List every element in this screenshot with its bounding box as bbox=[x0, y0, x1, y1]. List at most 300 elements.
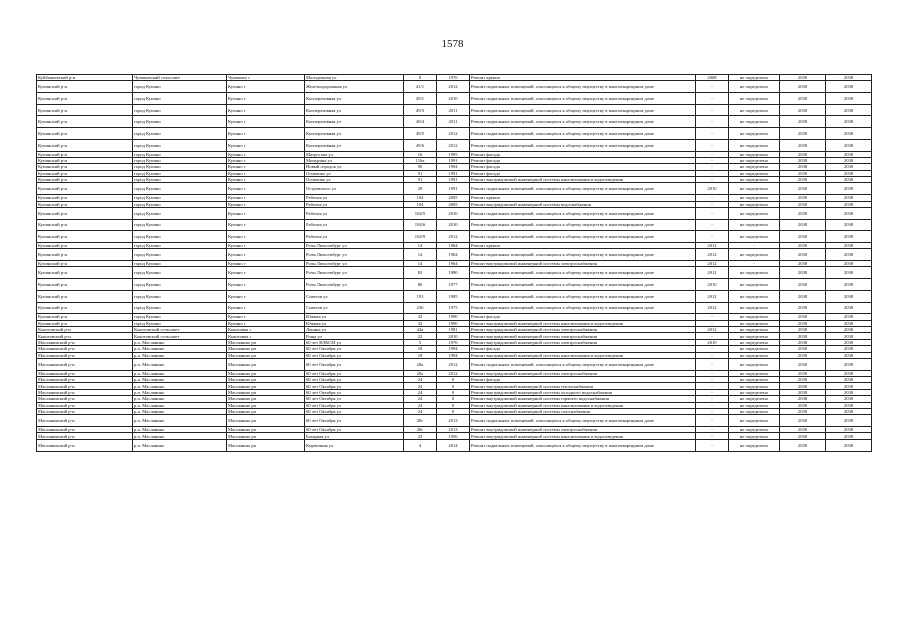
planned-start-cell: 2038 bbox=[780, 164, 826, 170]
planned-start-cell: 2038 bbox=[780, 128, 826, 140]
district-cell: Купинский р-н bbox=[37, 128, 133, 140]
build-year-cell: 2012 bbox=[437, 358, 470, 370]
district-cell: Купинский р-н bbox=[37, 320, 133, 326]
table-row bbox=[37, 327, 872, 333]
last-repair-year-cell: - bbox=[696, 389, 729, 395]
district-cell: Купинский р-н bbox=[37, 116, 133, 128]
last-repair-year-cell: - bbox=[696, 396, 729, 402]
district-cell: Купинский р-н bbox=[37, 302, 133, 314]
planned-start-cell: 2038 bbox=[780, 302, 826, 314]
status-cell: не определено bbox=[729, 346, 780, 352]
table-row bbox=[37, 139, 872, 151]
build-year-cell: 0 bbox=[437, 383, 470, 389]
planned-end-cell: 2038 bbox=[826, 116, 872, 128]
build-year-cell: 2010 bbox=[437, 207, 470, 219]
status-cell: не определено bbox=[729, 104, 780, 116]
planned-start-cell: 2038 bbox=[780, 427, 826, 433]
work-type-cell: Ремонт подвальных помещений, относящихся к общему имуществу в многоквартирном доме bbox=[470, 116, 696, 128]
settlement-cell: р.п. Маслянино bbox=[133, 427, 227, 433]
house-number-cell: 18 bbox=[404, 346, 437, 352]
district-cell: Купинский р-н bbox=[37, 207, 133, 219]
planned-start-cell: 2038 bbox=[780, 81, 826, 93]
district-cell: Маслянинский р-н bbox=[37, 433, 133, 439]
last-repair-year-cell: - bbox=[696, 402, 729, 408]
district-cell: Купинский р-н bbox=[37, 314, 133, 320]
last-repair-year-cell: 2012 bbox=[696, 267, 729, 279]
build-year-cell: 2011 bbox=[437, 116, 470, 128]
build-year-cell: 2013 bbox=[437, 427, 470, 433]
status-cell: не определено bbox=[729, 128, 780, 140]
district-cell: Купинский р-н bbox=[37, 290, 133, 302]
district-cell: Маслянинский р-н bbox=[37, 358, 133, 370]
district-cell: Купинский р-н bbox=[37, 183, 133, 195]
last-repair-year-cell: - bbox=[696, 201, 729, 207]
work-type-cell: Ремонт подвальных помещений, относящихся к общему имуществу в многоквартирном доме bbox=[470, 93, 696, 105]
settlement-cell: город Купино bbox=[133, 249, 227, 261]
status-cell: не определено bbox=[729, 333, 780, 339]
work-type-cell: Ремонт подвальных помещений, относящихся к общему имуществу в многоквартирном доме bbox=[470, 290, 696, 302]
planned-start-cell: 2038 bbox=[780, 327, 826, 333]
status-cell: не определено bbox=[729, 352, 780, 358]
street-cell: 60 лет ВЛКСМ ул bbox=[305, 339, 404, 345]
build-year-cell: 2005 bbox=[437, 201, 470, 207]
status-cell: не определено bbox=[729, 439, 780, 451]
street-cell: Рабочая ул bbox=[305, 207, 404, 219]
last-repair-year-cell: - bbox=[696, 433, 729, 439]
planned-end-cell: 2038 bbox=[826, 249, 872, 261]
house-number-cell: 49/4 bbox=[404, 116, 437, 128]
house-number-cell: 49/1 bbox=[404, 93, 437, 105]
street-cell: 60 лет Октября ул bbox=[305, 408, 404, 414]
house-number-cell: 41/1 bbox=[404, 81, 437, 93]
planned-end-cell: 2038 bbox=[826, 433, 872, 439]
settlement-cell: город Купино bbox=[133, 279, 227, 291]
last-repair-year-cell: 2012 bbox=[696, 290, 729, 302]
house-number-cell: 16 bbox=[404, 151, 437, 157]
work-type-cell: Ремонт подвальных помещений, относящихся к общему имуществу в многоквартирном доме bbox=[470, 249, 696, 261]
settlement-cell: город Купино bbox=[133, 157, 227, 163]
planned-end-cell: 2038 bbox=[826, 219, 872, 231]
house-number-cell: 104/5 bbox=[404, 207, 437, 219]
work-type-cell: Ремонт внутридомовой инженерной системы канализования и водоотведения bbox=[470, 402, 696, 408]
status-cell: не определено bbox=[729, 151, 780, 157]
street-cell: Рабочая ул bbox=[305, 195, 404, 201]
last-repair-year-cell: - bbox=[696, 139, 729, 151]
status-cell: не определено bbox=[729, 267, 780, 279]
status-cell: не определено bbox=[729, 231, 780, 243]
house-number-cell: 116а bbox=[404, 157, 437, 163]
locality-cell: Купино г bbox=[227, 104, 305, 116]
work-type-cell: Ремонт подвальных помещений, относящихся к общему имуществу в многоквартирном доме bbox=[470, 219, 696, 231]
house-number-cell: 49/6 bbox=[404, 139, 437, 151]
district-cell: Купинский р-н bbox=[37, 164, 133, 170]
work-type-cell: Ремонт внутридомовой инженерной системы электроснабжения bbox=[470, 261, 696, 267]
table-row bbox=[37, 183, 872, 195]
table-row bbox=[37, 333, 872, 339]
build-year-cell: 2012 bbox=[437, 128, 470, 140]
table-row bbox=[37, 75, 872, 81]
work-type-cell: Ремонт крыши bbox=[470, 243, 696, 249]
house-number-cell: 91 bbox=[404, 170, 437, 176]
last-repair-year-cell: 2012 bbox=[696, 261, 729, 267]
status-cell: не определено bbox=[729, 433, 780, 439]
locality-cell: Купино г bbox=[227, 170, 305, 176]
house-number-cell: 23 bbox=[404, 433, 437, 439]
planned-end-cell: 2038 bbox=[826, 358, 872, 370]
house-number-cell: 4 bbox=[404, 439, 437, 451]
status-cell: не определено bbox=[729, 302, 780, 314]
settlement-cell: город Купино bbox=[133, 243, 227, 249]
table-row bbox=[37, 81, 872, 93]
district-cell: Маслянинский р-н bbox=[37, 346, 133, 352]
locality-cell: Маслянино рп bbox=[227, 383, 305, 389]
house-number-cell: 18 bbox=[404, 352, 437, 358]
locality-cell: Маслянино рп bbox=[227, 358, 305, 370]
district-cell: Купинский р-н bbox=[37, 243, 133, 249]
work-type-cell: Ремонт внутридомовой инженерной системы холодного водоснабжения bbox=[470, 389, 696, 395]
last-repair-year-cell: - bbox=[696, 439, 729, 451]
planned-end-cell: 2038 bbox=[826, 302, 872, 314]
locality-cell: Маслянино рп bbox=[227, 433, 305, 439]
build-year-cell: 1991 bbox=[437, 170, 470, 176]
locality-cell: Купино г bbox=[227, 183, 305, 195]
table-row bbox=[37, 433, 872, 439]
street-cell: Осипенко ул bbox=[305, 170, 404, 176]
district-cell: Купинский р-н bbox=[37, 261, 133, 267]
district-cell: Купинский р-н bbox=[37, 249, 133, 261]
last-repair-year-cell: 2010 bbox=[696, 339, 729, 345]
table-body bbox=[37, 75, 872, 452]
last-repair-year-cell: - bbox=[696, 93, 729, 105]
planned-start-cell: 2038 bbox=[780, 439, 826, 451]
street-cell: 60 лет Октября ул bbox=[305, 358, 404, 370]
street-cell: Советов ул bbox=[305, 290, 404, 302]
work-type-cell: Ремонт подвальных помещений, относящихся к общему имуществу в многоквартирном доме bbox=[470, 207, 696, 219]
status-cell: не определено bbox=[729, 249, 780, 261]
planned-end-cell: 2038 bbox=[826, 164, 872, 170]
planned-end-cell: 2038 bbox=[826, 151, 872, 157]
table-row bbox=[37, 427, 872, 433]
build-year-cell: 2012 bbox=[437, 370, 470, 376]
locality-cell: Маслянино рп bbox=[227, 415, 305, 427]
planned-start-cell: 2038 bbox=[780, 195, 826, 201]
house-number-cell: 82 bbox=[404, 267, 437, 279]
table-row bbox=[37, 415, 872, 427]
locality-cell: Купино г bbox=[227, 116, 305, 128]
planned-end-cell: 2038 bbox=[826, 327, 872, 333]
planned-start-cell: 2038 bbox=[780, 279, 826, 291]
work-type-cell: Ремонт фасада bbox=[470, 151, 696, 157]
build-year-cell: 1994 bbox=[437, 164, 470, 170]
status-cell: не определено bbox=[729, 75, 780, 81]
planned-end-cell: 2038 bbox=[826, 396, 872, 402]
table-row bbox=[37, 302, 872, 314]
table-row bbox=[37, 116, 872, 128]
district-cell: Маслянинский р-н bbox=[37, 370, 133, 376]
planned-end-cell: 2038 bbox=[826, 207, 872, 219]
street-cell: 60 лет Октября ул bbox=[305, 389, 404, 395]
work-type-cell: Ремонт внутридомовой инженерной системы теплоснабжения bbox=[470, 383, 696, 389]
build-year-cell: 1980 bbox=[437, 267, 470, 279]
street-cell: Молодежная ул bbox=[305, 75, 404, 81]
work-type-cell: Ремонт подвальных помещений, относящихся к общему имуществу в многоквартирном доме bbox=[470, 302, 696, 314]
street-cell: Розы Люксембург ул bbox=[305, 267, 404, 279]
planned-start-cell: 2038 bbox=[780, 358, 826, 370]
planned-end-cell: 2038 bbox=[826, 170, 872, 176]
work-type-cell: Ремонт крыши bbox=[470, 195, 696, 201]
work-type-cell: Ремонт внутридомовой инженерной системы электроснабжения bbox=[470, 339, 696, 345]
work-type-cell: Ремонт подвальных помещений, относящихся к общему имуществу в многоквартирном доме bbox=[470, 128, 696, 140]
district-cell: Маслянинский р-н bbox=[37, 339, 133, 345]
locality-cell: Купино г bbox=[227, 201, 305, 207]
planned-start-cell: 2038 bbox=[780, 339, 826, 345]
table-row bbox=[37, 231, 872, 243]
settlement-cell: город Купино bbox=[133, 320, 227, 326]
locality-cell: Купино г bbox=[227, 207, 305, 219]
locality-cell: Маслянино рп bbox=[227, 377, 305, 383]
page-number: 1578 bbox=[441, 38, 464, 50]
table-row bbox=[37, 439, 872, 451]
last-repair-year-cell: - bbox=[696, 195, 729, 201]
district-cell: Маслянинский р-н bbox=[37, 396, 133, 402]
street-cell: 60 лет Октября ул bbox=[305, 370, 404, 376]
last-repair-year-cell: - bbox=[696, 415, 729, 427]
work-type-cell: Ремонт внутридомовой инженерной системы горячего водоснабжения bbox=[470, 396, 696, 402]
last-repair-year-cell: - bbox=[696, 352, 729, 358]
table-row bbox=[37, 358, 872, 370]
planned-start-cell: 2038 bbox=[780, 402, 826, 408]
status-cell: не определено bbox=[729, 164, 780, 170]
street-cell: 60 лет Октября ул bbox=[305, 377, 404, 383]
last-repair-year-cell: - bbox=[696, 151, 729, 157]
locality-cell: Маслянино рп bbox=[227, 370, 305, 376]
last-repair-year-cell: - bbox=[696, 370, 729, 376]
work-type-cell: Ремонт фасада bbox=[470, 170, 696, 176]
build-year-cell: 0 bbox=[437, 377, 470, 383]
last-repair-year-cell: - bbox=[696, 170, 729, 176]
last-repair-year-cell: - bbox=[696, 358, 729, 370]
district-cell: Купинский р-н bbox=[37, 93, 133, 105]
build-year-cell: 1994 bbox=[437, 352, 470, 358]
street-cell: 60 лет Октября ул bbox=[305, 346, 404, 352]
last-repair-year-cell: - bbox=[696, 314, 729, 320]
last-repair-year-cell: 2008 bbox=[696, 75, 729, 81]
street-cell: Рабочая ул bbox=[305, 231, 404, 243]
settlement-cell: город Купино bbox=[133, 116, 227, 128]
planned-start-cell: 2038 bbox=[780, 243, 826, 249]
last-repair-year-cell: 2010 bbox=[696, 279, 729, 291]
table-row bbox=[37, 396, 872, 402]
table-row bbox=[37, 207, 872, 219]
planned-start-cell: 2038 bbox=[780, 333, 826, 339]
work-type-cell: Ремонт фасада bbox=[470, 346, 696, 352]
status-cell: не определено bbox=[729, 177, 780, 183]
work-type-cell: Ремонт внутридомовой инженерной системы электроснабжения bbox=[470, 333, 696, 339]
planned-end-cell: 2038 bbox=[826, 93, 872, 105]
last-repair-year-cell: - bbox=[696, 157, 729, 163]
planned-start-cell: 2038 bbox=[780, 383, 826, 389]
work-type-cell: Ремонт фасада bbox=[470, 164, 696, 170]
house-number-cell: 28а bbox=[404, 370, 437, 376]
last-repair-year-cell: 2012 bbox=[696, 302, 729, 314]
street-cell: Новый городок ул bbox=[305, 164, 404, 170]
planned-end-cell: 2038 bbox=[826, 177, 872, 183]
status-cell: не определено bbox=[729, 219, 780, 231]
table-row bbox=[37, 104, 872, 116]
house-number-cell: 14 bbox=[404, 249, 437, 261]
planned-start-cell: 2038 bbox=[780, 352, 826, 358]
status-cell: не определено bbox=[729, 370, 780, 376]
settlement-cell: город Купино bbox=[133, 201, 227, 207]
house-number-cell: 32 bbox=[404, 320, 437, 326]
planned-end-cell: 2038 bbox=[826, 346, 872, 352]
locality-cell: Маслянино рп bbox=[227, 402, 305, 408]
settlement-cell: р.п. Маслянино bbox=[133, 433, 227, 439]
build-year-cell: 1976 bbox=[437, 75, 470, 81]
status-cell: не определено bbox=[729, 139, 780, 151]
build-year-cell: 1956 bbox=[437, 433, 470, 439]
locality-cell: Купино г bbox=[227, 151, 305, 157]
settlement-cell: город Купино bbox=[133, 302, 227, 314]
table-row bbox=[37, 267, 872, 279]
street-cell: 60 лет Октября ул bbox=[305, 427, 404, 433]
planned-end-cell: 2038 bbox=[826, 439, 872, 451]
status-cell: не определено bbox=[729, 320, 780, 326]
planned-end-cell: 2038 bbox=[826, 75, 872, 81]
last-repair-year-cell: - bbox=[696, 164, 729, 170]
planned-end-cell: 2038 bbox=[826, 267, 872, 279]
house-number-cell: 91 bbox=[404, 177, 437, 183]
table-row bbox=[37, 408, 872, 414]
status-cell: не определено bbox=[729, 415, 780, 427]
locality-cell: Купино г bbox=[227, 157, 305, 163]
house-number-cell: 28а bbox=[404, 358, 437, 370]
settlement-cell: город Купино bbox=[133, 261, 227, 267]
build-year-cell: 1995 bbox=[437, 151, 470, 157]
house-number-cell: 24 bbox=[404, 389, 437, 395]
planned-start-cell: 2038 bbox=[780, 249, 826, 261]
build-year-cell: 2005 bbox=[437, 195, 470, 201]
planned-start-cell: 2038 bbox=[780, 170, 826, 176]
settlement-cell: город Купино bbox=[133, 177, 227, 183]
house-number-cell: 32 bbox=[404, 314, 437, 320]
work-type-cell: Ремонт фасада bbox=[470, 314, 696, 320]
settlement-cell: город Купино bbox=[133, 219, 227, 231]
work-type-cell: Ремонт крыши bbox=[470, 75, 696, 81]
build-year-cell: 0 bbox=[437, 396, 470, 402]
district-cell: Маслянинский р-н bbox=[37, 402, 133, 408]
work-type-cell: Ремонт подвальных помещений, относящихся к общему имуществу в многоквартирном доме bbox=[470, 358, 696, 370]
house-number-cell: 104/9 bbox=[404, 231, 437, 243]
last-repair-year-cell: - bbox=[696, 383, 729, 389]
locality-cell: Маслянино рп bbox=[227, 427, 305, 433]
planned-end-cell: 2038 bbox=[826, 402, 872, 408]
locality-cell: Купино г bbox=[227, 314, 305, 320]
planned-start-cell: 2038 bbox=[780, 219, 826, 231]
house-number-cell: 236 bbox=[404, 302, 437, 314]
street-cell: Рабочая ул bbox=[305, 201, 404, 207]
status-cell: не определено bbox=[729, 201, 780, 207]
table-row bbox=[37, 128, 872, 140]
district-cell: Купинский р-н bbox=[37, 170, 133, 176]
status-cell: не определено bbox=[729, 408, 780, 414]
planned-end-cell: 2038 bbox=[826, 231, 872, 243]
planned-end-cell: 2038 bbox=[826, 157, 872, 163]
street-cell: Кооперативная ул bbox=[305, 139, 404, 151]
street-cell: Железнодорожная ул bbox=[305, 81, 404, 93]
settlement-cell: город Купино bbox=[133, 164, 227, 170]
build-year-cell: 1964 bbox=[437, 243, 470, 249]
settlement-cell: р.п. Маслянино bbox=[133, 402, 227, 408]
district-cell: Купинский р-н bbox=[37, 267, 133, 279]
planned-start-cell: 2038 bbox=[780, 207, 826, 219]
street-cell: Розы Люксембург ул bbox=[305, 279, 404, 291]
planned-end-cell: 2038 bbox=[826, 261, 872, 267]
street-cell: Базарная ул bbox=[305, 433, 404, 439]
planned-start-cell: 2038 bbox=[780, 201, 826, 207]
settlement-cell: р.п. Маслянино bbox=[133, 439, 227, 451]
planned-end-cell: 2038 bbox=[826, 243, 872, 249]
locality-cell: Купино г bbox=[227, 302, 305, 314]
planned-end-cell: 2038 bbox=[826, 314, 872, 320]
house-number-cell: 14 bbox=[404, 243, 437, 249]
work-type-cell: Ремонт внутридомовой инженерной системы водоснабжения bbox=[470, 201, 696, 207]
work-type-cell: Ремонт подвальных помещений, относящихся к общему имуществу в многоквартирном доме bbox=[470, 439, 696, 451]
district-cell: Купинский р-н bbox=[37, 81, 133, 93]
street-cell: Ленина ул bbox=[305, 327, 404, 333]
work-type-cell: Ремонт подвальных помещений, относящихся к общему имуществу в многоквартирном доме bbox=[470, 279, 696, 291]
planned-start-cell: 2038 bbox=[780, 320, 826, 326]
planned-end-cell: 2038 bbox=[826, 320, 872, 326]
street-cell: Осипенко ул bbox=[305, 177, 404, 183]
last-repair-year-cell: - bbox=[696, 377, 729, 383]
locality-cell: Купино г bbox=[227, 279, 305, 291]
district-cell: Купинский р-н bbox=[37, 177, 133, 183]
planned-start-cell: 2038 bbox=[780, 75, 826, 81]
table-row bbox=[37, 290, 872, 302]
locality-cell: Купино г bbox=[227, 177, 305, 183]
planned-start-cell: 2038 bbox=[780, 433, 826, 439]
house-number-cell: 104 bbox=[404, 201, 437, 207]
street-cell: Южная ул bbox=[305, 320, 404, 326]
build-year-cell: 1991 bbox=[437, 177, 470, 183]
build-year-cell: 1991 bbox=[437, 183, 470, 195]
status-cell: не определено bbox=[729, 157, 780, 163]
planned-start-cell: 2038 bbox=[780, 183, 826, 195]
street-cell: Кооперативная ул bbox=[305, 128, 404, 140]
district-cell: Купинский р-н bbox=[37, 157, 133, 163]
house-number-cell: 24 bbox=[404, 396, 437, 402]
house-number-cell: 29 bbox=[404, 183, 437, 195]
district-cell: Купинский р-н bbox=[37, 195, 133, 201]
last-repair-year-cell: - bbox=[696, 427, 729, 433]
planned-end-cell: 2038 bbox=[826, 290, 872, 302]
locality-cell: Кыштовка с bbox=[227, 327, 305, 333]
house-number-cell: 44а bbox=[404, 327, 437, 333]
build-year-cell: 1990 bbox=[437, 320, 470, 326]
locality-cell: Купино г bbox=[227, 93, 305, 105]
status-cell: не определено bbox=[729, 389, 780, 395]
locality-cell: Купино г bbox=[227, 231, 305, 243]
locality-cell: Купино г bbox=[227, 243, 305, 249]
district-cell: Маслянинский р-н bbox=[37, 389, 133, 395]
settlement-cell: город Купино bbox=[133, 183, 227, 195]
district-cell: Маслянинский р-н bbox=[37, 352, 133, 358]
last-repair-year-cell: - bbox=[696, 116, 729, 128]
settlement-cell: р.п. Маслянино bbox=[133, 408, 227, 414]
status-cell: не определено bbox=[729, 207, 780, 219]
work-type-cell: Ремонт фасада bbox=[470, 157, 696, 163]
